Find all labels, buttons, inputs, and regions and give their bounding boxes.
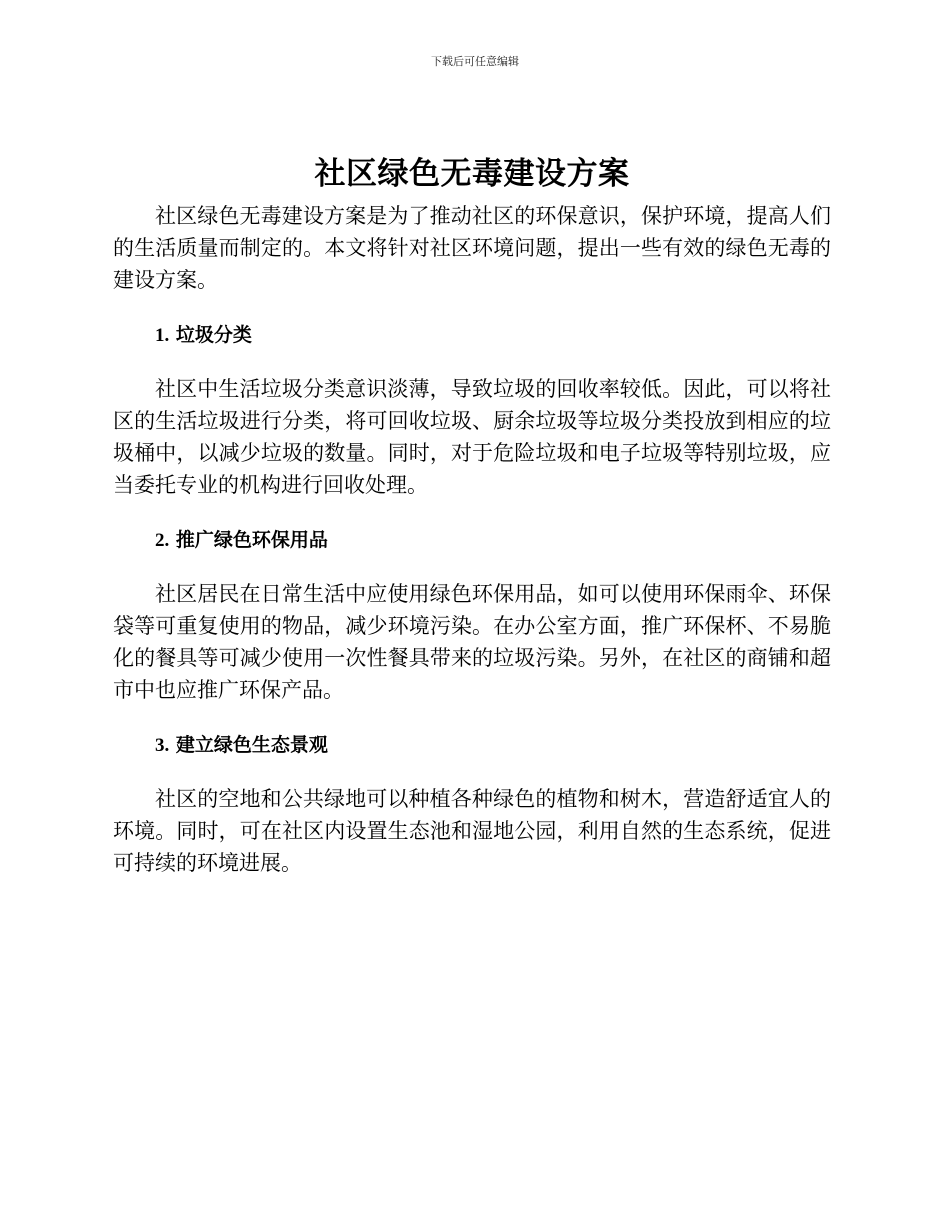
section-1 xyxy=(113,321,831,501)
document-body xyxy=(113,148,831,879)
section-number: 2. xyxy=(155,530,170,551)
document-title: 社区绿色无毒建设方案 xyxy=(314,156,630,192)
section-paragraph: 社区中生活垃圾分类意识淡薄，导致垃圾的回收率较低。因此，可以将社区的生活垃圾进行分类，将可回收垃圾、厨余垃圾等垃圾分类投放到相应的垃圾桶中，以减少垃圾的数量。同时，对于危险垃圾和电子垃圾等特别垃圾，应当委托专业的机构进行回收处理。 xyxy=(113,377,831,497)
section-title: 垃圾分类 xyxy=(175,324,252,346)
section-title: 推广绿色环保用品 xyxy=(175,529,328,551)
intro-paragraph: 社区绿色无毒建设方案是为了推动社区的环保意识，保护环境，提高人们的生活质量而制定的。本文将针对社区环境问题，提出一些有效的绿色无毒的建设方案。 xyxy=(113,204,831,292)
section-heading xyxy=(113,731,831,760)
section-title: 建立绿色生态景观 xyxy=(175,734,328,756)
section-3 xyxy=(113,731,831,879)
section-number: 1. xyxy=(155,325,170,346)
header-note: 下载后可任意编辑 xyxy=(431,55,519,68)
section-number: 3. xyxy=(155,735,170,756)
section-heading xyxy=(113,526,831,555)
section-paragraph: 社区的空地和公共绿地可以种植各种绿色的植物和树木，营造舒适宜人的环境。同时，可在社区内设置生态池和湿地公园，利用自然的生态系统，促进可持续的环境进展。 xyxy=(113,787,831,875)
section-2 xyxy=(113,526,831,706)
section-paragraph: 社区居民在日常生活中应使用绿色环保用品，如可以使用环保雨伞、环保袋等可重复使用的物品，减少环境污染。在办公室方面，推广环保杯、不易脆化的餐具等可减少使用一次性餐具带来的垃圾污染。另外，在社区的商铺和超市中也应推广环保产品。 xyxy=(113,582,831,702)
section-heading xyxy=(113,321,831,350)
